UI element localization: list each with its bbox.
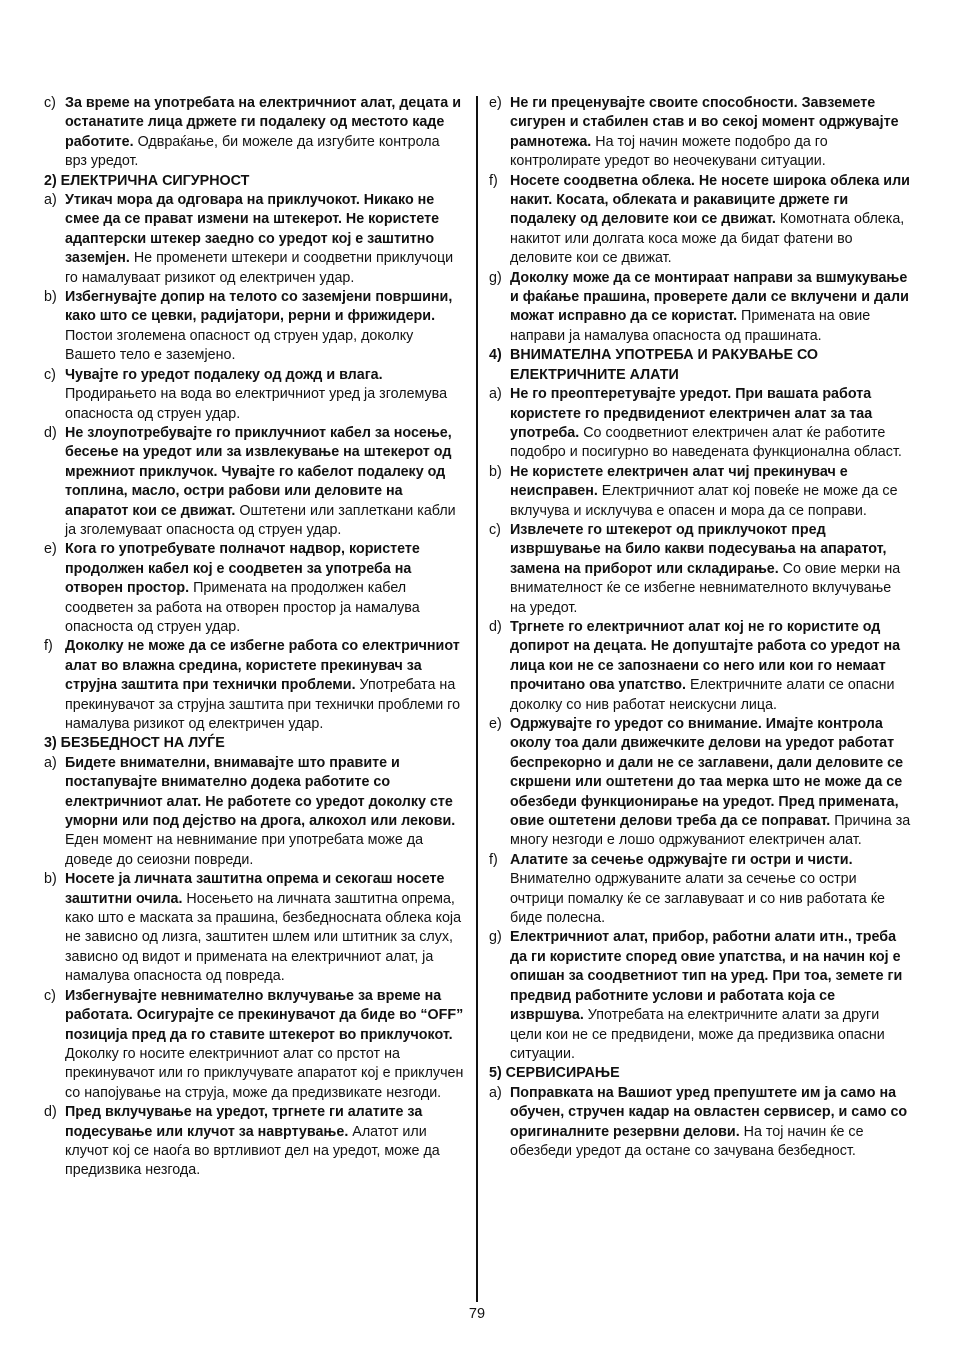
list-item-text <box>510 618 911 715</box>
section-heading <box>44 172 464 191</box>
list-item-text <box>510 928 911 1064</box>
list-item-explanation: На тој начин ќе се обезбеди уредот да остане со зачувана безбедност. <box>510 1123 864 1159</box>
list-item-text <box>65 1103 464 1181</box>
list-item-text <box>65 637 464 734</box>
list-item-explanation: Примената на овие направи ја намалува опасноста од прашината. <box>510 308 871 344</box>
list-item <box>489 715 911 851</box>
list-item-text <box>65 94 464 172</box>
list-item-label: g) <box>489 929 502 946</box>
column-divider <box>476 96 478 1302</box>
list-item-label: a) <box>44 192 57 209</box>
list-item-text <box>510 851 911 929</box>
list-item-instruction: Не ги преценувајте своите способности. Завземете сигурен и стабилен став и во секој момент одржувајте рамнотежа. <box>510 95 899 150</box>
list-item <box>44 754 464 870</box>
list-item-explanation: Не променети штекери и соодветни приклучоци го намалуваат ризикот од електричен удар. <box>65 250 454 286</box>
list-item-label: d) <box>489 618 502 635</box>
list-item <box>44 191 464 288</box>
list-item-explanation: Носењето на личната заштитна опрема, како што е маската за прашина, безбедносната облека која не зависно од лизга, заштитен шлем или штитник за слух, зависно од видот и примената на електричниот алат, ја намалува опасноста од повреда. <box>65 890 462 985</box>
list-item <box>489 94 911 172</box>
list-item-label: c) <box>44 987 56 1004</box>
list-item-label: b) <box>489 463 502 480</box>
list-item <box>489 618 911 715</box>
section-heading-text: 3) БЕЗБЕДНОСТ НА ЛУЃЕ <box>44 735 225 752</box>
list-item-text <box>65 987 464 1103</box>
list-item-instruction: Тргнете го електричниот алат кој не го користите од допирот на децата. Не допуштајте работа со уредот на лица кои не се запознаени со него или кои го немаат прочитано ова упатство. <box>510 618 901 694</box>
page-number: 79 <box>468 1306 486 1322</box>
list-item-label: c) <box>489 521 501 538</box>
section-heading <box>489 346 911 385</box>
list-item-text <box>510 521 911 618</box>
list-item-text <box>510 269 911 347</box>
list-item-instruction: Избегнувајте невнимателно вклучување за време на работата. Осигурајте се прекинувачот да биде во “OFF” позиција пред да го ставите штекерот во приклучокот. <box>65 987 464 1043</box>
list-item-instruction: Не го преоптеретувајте уредот. При вашата работа користете го предвидениот електричен алат за таа употреба. <box>510 386 873 441</box>
list-item-text <box>510 94 911 172</box>
list-item-label: f) <box>489 851 498 868</box>
list-item <box>489 928 911 1064</box>
list-item-explanation: Еден момент на невнимание при употребата може да доведе до сеиозни повреди. <box>65 832 424 868</box>
list-item-instruction: Кога го употребувате полначот надвор, користете продолжен кабел кој е соодветен за употреба на отворен простор. <box>65 541 420 597</box>
list-item-label: f) <box>489 172 498 189</box>
list-item <box>44 540 464 637</box>
list-item-text <box>65 366 464 424</box>
list-item <box>44 1103 464 1181</box>
list-item-explanation: Комотната облека, накитот или долгата коса може да бидат фатени во деловите кои се движат. <box>510 211 905 267</box>
list-item-text <box>510 715 911 851</box>
list-item-explanation: Доколку го носите електричниот алат со прстот на прекинувачот или го приклучувате апаратот кој е приклучен со напојување на струја, може да предизвикате незгоди. <box>65 1045 464 1101</box>
list-item-label: c) <box>44 366 56 383</box>
list-item-label: d) <box>44 1104 57 1121</box>
list-item-instruction: Не користете електричен алат чиј прекинувач е неисправен. <box>510 463 848 500</box>
section-heading-text: 5) СЕРВИСИРАЊЕ <box>489 1065 620 1082</box>
list-item-text <box>65 288 464 366</box>
section-heading-text: ВНИМАТЕЛНА УПОТРЕБА И РАКУВАЊЕ СО ЕЛЕКТРИЧНИТЕ АЛАТИ <box>510 347 819 383</box>
list-item-instruction: Доколку не може да се избегне работа со електричниот алат во влажна средина, користете прекинувач за струјна заштита при технички проблеми. <box>65 638 460 694</box>
section-heading <box>489 1064 911 1083</box>
list-item-text <box>65 754 464 870</box>
section-heading <box>44 734 464 753</box>
list-item <box>489 463 911 521</box>
list-item-explanation: Со овие мерки на внимателност ќе се избегне невнимателното вклучување на уредот. <box>510 560 901 616</box>
list-item-instruction: Пред вклучување на уредот, тргнете ги алатите за подесување или клучот за навртување. <box>65 1104 423 1140</box>
list-item <box>44 424 464 540</box>
list-item-label: g) <box>489 269 502 286</box>
list-item-explanation: Употребата на електричните алати за други цели кои не се предвидени, може да предизвика опасни ситуации. <box>510 1007 885 1062</box>
list-item-label: a) <box>489 386 502 403</box>
list-item-explanation: Оштетени или заплеткани кабли ја зголемуваат опасноста од струен удар. <box>65 502 456 538</box>
list-item-label: a) <box>489 1084 502 1101</box>
list-item <box>44 288 464 366</box>
list-item-explanation: На тој начин можете подобро да го контролирате уредот во неочекувани ситуации. <box>510 133 828 170</box>
list-item <box>489 851 911 929</box>
list-item-explanation: Причина за многу незгоди е лошо одржуваниот електричен алат. <box>510 813 911 849</box>
list-item-instruction: Одржувајте го уредот со внимание. Имајте контрола околу тоа дали движечките делови на уредот работат беспрекорно и дали не се заглавени, дали деловите се скршени или оштетени до таа мерка што не може да се обезбеди функционирање на уредот. Пред примената, овие оштетени делови треба да се поправат. <box>510 716 904 830</box>
section-heading-text: 2) ЕЛЕКТРИЧНА СИГУРНОСТ <box>44 172 250 189</box>
list-item-explanation: Продирањето на вода во електричниот уред ја зголемува опасноста од струен удар. <box>65 386 448 422</box>
list-item-instruction: Утикач мора да одговара на приклучокот. Никако не смее да се прават измени на штекерот. Не користете адаптерски штекер заедно со уредот кој е заштитно заземјен. <box>65 192 440 267</box>
list-item <box>44 637 464 734</box>
list-item-instruction: Избегнувајте допир на телото со заземјени површини, како што се цевки, радијатори, рерни и фрижидери. <box>65 289 453 325</box>
list-item-explanation: Алатот или клучот кој се наоѓа во вртливиот дел на уредот, може да предизвика незгода. <box>65 1123 440 1179</box>
list-item-label: e) <box>489 95 502 111</box>
list-item-instruction: Носете ја личната заштитна опрема и секогаш носете заштитни очила. <box>65 871 445 907</box>
list-item-label: b) <box>44 871 57 888</box>
left-column <box>44 94 464 1181</box>
list-item <box>489 385 911 463</box>
list-item-text <box>65 424 464 540</box>
list-item <box>44 366 464 424</box>
list-item <box>44 870 464 986</box>
list-item-label: e) <box>489 716 502 732</box>
list-item-text <box>65 540 464 637</box>
list-item <box>44 94 464 172</box>
list-item-instruction: Поправката на Вашиот уред препуштете им ја само на обучен, стручен кадар на овластен сервисер, и само со оригиналните резервни делови. <box>510 1084 908 1140</box>
list-item-text <box>510 385 911 463</box>
list-item-instruction: Алатите за сечење одржувајте ги остри и чисти. <box>510 851 853 868</box>
list-item-instruction: За време на употребата на електричниот алат, децата и останатите лица држете ги подалеку од местото каде работите. <box>65 95 462 150</box>
list-item-explanation: Со соодветниот електричен алат ќе работите подобро и посигурно во наведената функционална област. <box>510 424 902 461</box>
section-number: 4) <box>489 347 502 364</box>
list-item-explanation: Електричниот алат кој повеќе не може да се вклучува и исклучува е опасен и мора да се поправи. <box>510 483 898 519</box>
list-item <box>44 987 464 1103</box>
list-item-instruction: Извлечете го штекерот од приклучокот пред извршување на било какви подесувања на апаратот, замена на приборот или складирање. <box>510 521 887 577</box>
list-item <box>489 172 911 269</box>
list-item-label: d) <box>44 424 57 441</box>
list-item-text <box>510 463 911 521</box>
right-column <box>489 94 911 1161</box>
list-item-label: b) <box>44 289 57 306</box>
list-item <box>489 1084 911 1162</box>
list-item-explanation: Употребата на прекинувачот за струјна заштита при технички проблеми го намалува ризикот од електричен удар. <box>65 677 461 732</box>
list-item-instruction: Не злоупотребувајте го приклучниот кабел за носење, бесење на уредот или за извлекување на штекерот од мрежниот приклучок. Чувајте го кабелот подалеку од топлина, масло, остри рабови или деловите на апаратот кои се движат. <box>65 424 452 519</box>
list-item-label: e) <box>44 541 57 558</box>
list-item-instruction: Бидете внимателни, внимавајте што правите и постапувајте внимателно додека работите со електричниот алат. Не работете со уредот доколку сте уморни или под дејство на дрога, алкохол или лекови. <box>65 754 456 830</box>
list-item-instruction: Електричниот алат, прибор, работни алати итн., треба да ги користите според овие упатства, и на начин кој е опишан за соодветниот тип на уред. При тоа, земете ги предвид работните услови и работата која се извршува. <box>510 929 903 1024</box>
list-item-label: c) <box>44 95 56 111</box>
list-item-explanation: Постои зголемена опасност од струен удар, доколку Вашето тело е заземјено. <box>65 327 414 364</box>
list-item <box>489 521 911 618</box>
list-item-instruction: Носете соодветна облека. Не носете широка облека или накит. Косата, облеката и ракавиците држете ги подалеку од деловите кои се движат. <box>510 172 910 228</box>
list-item-explanation: Одвраќање, би можеле да изгубите контрола врз уредот. <box>65 133 440 170</box>
list-item-text <box>510 172 911 269</box>
list-item-explanation: Примената на продолжен кабел соодветен за работа на отворен простор ја намалува опасноста од струен удар. <box>65 580 420 635</box>
list-item-instruction: Чувајте го уредот подалеку од дожд и влага. <box>65 366 383 383</box>
list-item-explanation: Внимателно одржуваните алати за сечење со остри очтрици помалку ќе се заглавуваат и со нив работата ќе биде полесна. <box>510 871 885 927</box>
list-item-text <box>65 870 464 986</box>
list-item-label: f) <box>44 638 53 655</box>
list-item-instruction: Доколку може да се монтираат направи за вшмукување и фаќање прашина, проверете дали се вклучени и дали можат исправно да се користат. <box>510 269 909 325</box>
list-item-text <box>510 1084 911 1162</box>
list-item <box>489 269 911 347</box>
list-item-explanation: Електричните алати се опасни доколку со нив работат неискусни лица. <box>510 677 895 713</box>
list-item-text <box>65 191 464 288</box>
list-item-label: a) <box>44 754 57 771</box>
